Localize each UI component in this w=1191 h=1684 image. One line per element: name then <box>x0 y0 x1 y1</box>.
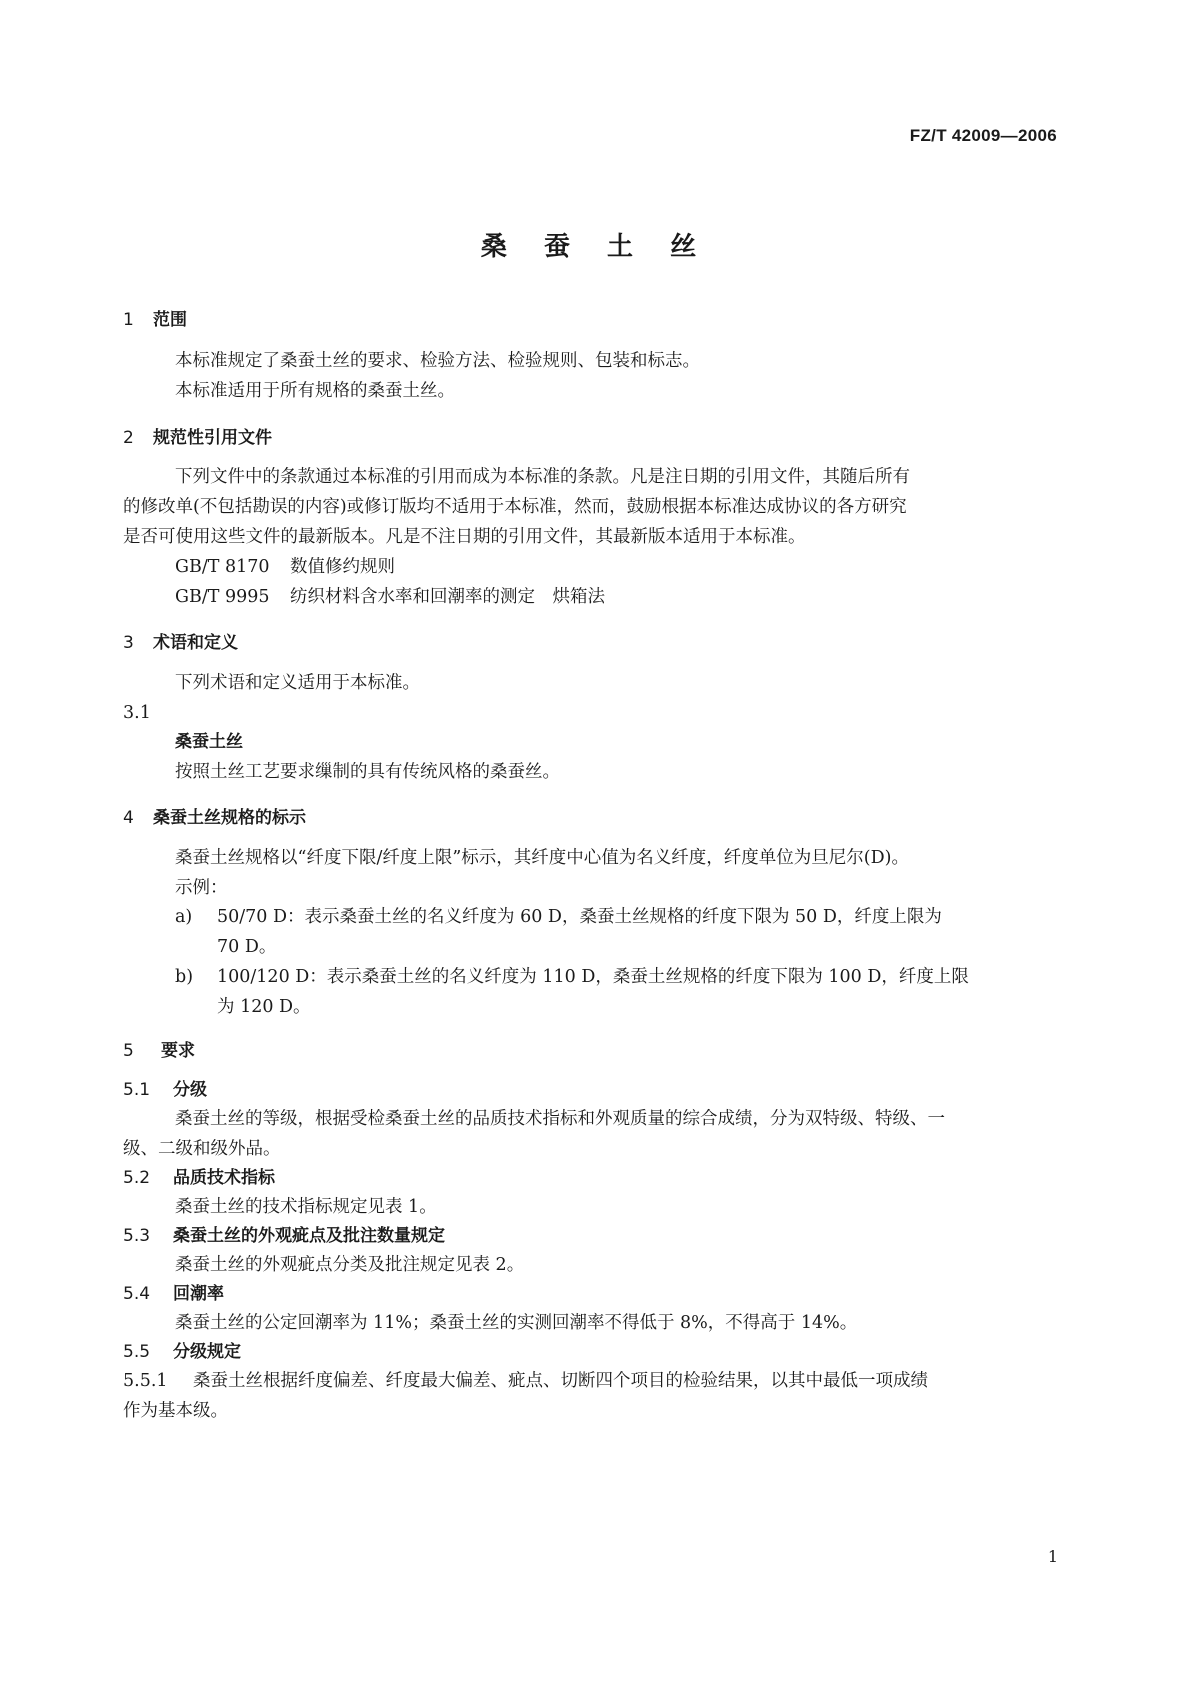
section-number: 4 <box>123 808 134 828</box>
clause-number: 5.5.1 <box>123 1371 168 1391</box>
subsection-5-2-text: 桑蚕土丝的技术指标规定见表 1。 <box>175 1197 437 1217</box>
section-1-para-1: 本标准规定了桑蚕土丝的要求、检验方法、检验规则、包装和标志。 <box>175 351 700 371</box>
clause-text: 桑蚕土丝根据纤度偏差、纤度最大偏差、疵点、切断四个项目的检验结果，以其中最低一项成绩 <box>193 1371 928 1391</box>
section-5-heading <box>123 1036 195 1061</box>
subsection-5-4-heading <box>123 1279 224 1309</box>
example-line: 70 D。 <box>217 937 277 957</box>
reference-title: 数值修约规则 <box>290 557 395 577</box>
subsection-5-2-heading <box>123 1163 275 1193</box>
section-title: 范围 <box>153 310 187 330</box>
subsection-5-1-line-2: 级、二级和级外品。 <box>123 1139 281 1159</box>
subsection-title: 分级 <box>173 1080 207 1100</box>
section-4-heading <box>123 803 306 828</box>
section-2-para-line-2: 的修改单(不包括勘误的内容)或修订版均不适用于本标准，然而，鼓励根据本标准达成协议的各方研究 <box>123 497 907 517</box>
example-line: 100/120 D：表示桑蚕土丝的名义纤度为 110 D，桑蚕土丝规格的纤度下限为 100 D，纤度上限 <box>217 967 969 987</box>
page-number: 1 <box>1047 1547 1058 1566</box>
clause-5-5-1-line-2: 作为基本级。 <box>123 1401 228 1421</box>
standard-number: FZ/T 42009—2006 <box>909 126 1057 145</box>
section-2-para-line-3: 是否可使用这些文件的最新版本。凡是不注日期的引用文件，其最新版本适用于本标准。 <box>123 527 806 547</box>
reference-code: GB/T 9995 <box>175 587 270 607</box>
section-title: 规范性引用文件 <box>153 428 272 448</box>
example-line: 为 120 D。 <box>217 997 311 1017</box>
reference-item <box>175 552 395 582</box>
subsection-number: 5.1 <box>123 1080 151 1100</box>
subsection-number: 5.3 <box>123 1226 151 1246</box>
term-number: 3.1 <box>123 703 151 723</box>
subsection-number: 5.4 <box>123 1284 151 1304</box>
section-4-para: 桑蚕土丝规格以“纤度下限/纤度上限”标示，其纤度中心值为名义纤度，纤度单位为旦尼尔(D)。 <box>175 848 909 868</box>
subsection-5-3-text: 桑蚕土丝的外观疵点分类及批注规定见表 2。 <box>175 1255 525 1275</box>
subsection-5-4-text: 桑蚕土丝的公定回潮率为 11%；桑蚕土丝的实测回潮率不得低于 8%，不得高于 14%。 <box>175 1313 858 1333</box>
example-label: 示例： <box>175 878 228 898</box>
section-title: 要求 <box>161 1041 195 1061</box>
section-number: 2 <box>123 428 134 448</box>
section-number: 1 <box>123 310 134 330</box>
example-line: 50/70 D：表示桑蚕土丝的名义纤度为 60 D，桑蚕土丝规格的纤度下限为 50 D，纤度上限为 <box>217 907 942 927</box>
term-definition: 按照土丝工艺要求缫制的具有传统风格的桑蚕丝。 <box>175 762 560 782</box>
section-3-heading <box>123 628 238 653</box>
document-title: 桑 蚕 土 丝 <box>480 232 711 262</box>
section-title: 术语和定义 <box>153 633 238 653</box>
subsection-title: 品质技术指标 <box>173 1168 275 1188</box>
subsection-5-5-heading <box>123 1337 241 1367</box>
clause-5-5-1-line-1 <box>123 1366 928 1396</box>
example-mark: b) <box>175 967 194 987</box>
subsection-title: 桑蚕土丝的外观疵点及批注数量规定 <box>173 1226 445 1246</box>
subsection-number: 5.5 <box>123 1342 151 1362</box>
section-3-para: 下列术语和定义适用于本标准。 <box>175 673 420 693</box>
section-1-heading <box>123 305 187 330</box>
subsection-title: 回潮率 <box>173 1284 224 1304</box>
subsection-5-1-line-1: 桑蚕土丝的等级，根据受检桑蚕土丝的品质技术指标和外观质量的综合成绩，分为双特级、特级、一 <box>175 1109 945 1129</box>
reference-code: GB/T 8170 <box>175 557 270 577</box>
reference-title: 纺织材料含水率和回潮率的测定 烘箱法 <box>290 587 605 607</box>
section-title: 桑蚕土丝规格的标示 <box>153 808 306 828</box>
subsection-5-3-heading <box>123 1221 445 1251</box>
section-1-para-2: 本标准适用于所有规格的桑蚕土丝。 <box>175 381 455 401</box>
section-number: 3 <box>123 633 134 653</box>
section-2-para-line-1: 下列文件中的条款通过本标准的引用而成为本标准的条款。凡是注日期的引用文件，其随后所有 <box>175 467 910 487</box>
reference-item <box>175 582 605 612</box>
section-2-heading <box>123 423 272 448</box>
subsection-5-1-heading <box>123 1075 207 1105</box>
example-mark: a) <box>175 907 193 927</box>
subsection-number: 5.2 <box>123 1168 151 1188</box>
subsection-title: 分级规定 <box>173 1342 241 1362</box>
section-number: 5 <box>123 1041 134 1061</box>
term-name: 桑蚕土丝 <box>175 732 243 752</box>
